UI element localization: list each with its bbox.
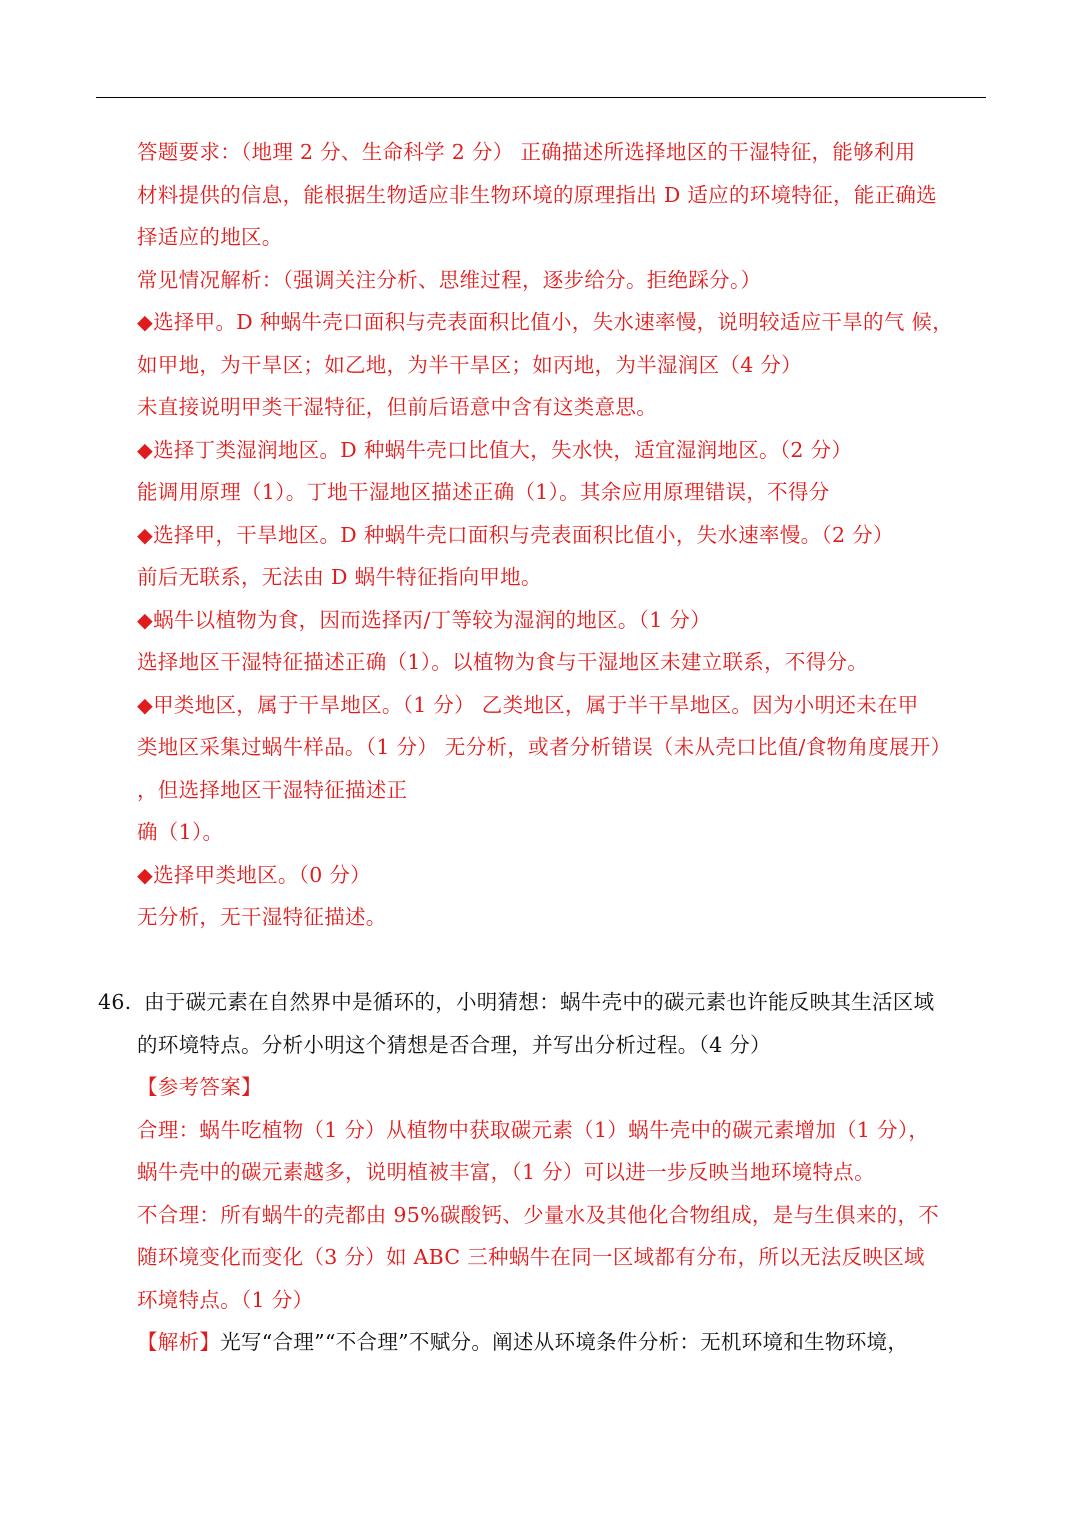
case-3-line: ◆选择甲，干旱地区。D 种蜗牛壳口面积与壳表面积比值小，失水速率慢。（2 分） [137, 523, 894, 547]
scoring-requirement-line-1: 答题要求：（地理 2 分、生命科学 2 分） 正确描述所选择地区的干湿特征，能够利用 [137, 140, 916, 164]
case-2-line: ◆选择丁类湿润地区。D 种蜗牛壳口比值大，失水快，适宜湿润地区。（2 分） [137, 438, 853, 462]
analysis-text: 光写“合理”“不合理”不赋分。阐述从环境条件分析：无机环境和生物环境， [220, 1330, 909, 1354]
reference-answer-heading: 【参考答案】 [137, 1075, 262, 1099]
case-5-line-4: 确（1）。 [137, 820, 224, 844]
case-6-comment: 无分析，无干湿特征描述。 [137, 905, 387, 929]
case-4-line: ◆蜗牛以植物为食，因而选择丙/丁等较为湿润的地区。（1 分） [137, 608, 711, 632]
case-5-line-2: 类地区采集过蜗牛样品。（1 分） 无分析，或者分析错误（未从壳口比值/食物角度展开） [137, 735, 952, 759]
scoring-requirement-line-2: 材料提供的信息，能根据生物适应非生物环境的原理指出 D 适应的环境特征，能正确选 [137, 183, 937, 207]
question-number: 46. [98, 990, 132, 1014]
answer-line-3: 不合理：所有蜗牛的壳都由 95%碳酸钙、少量水及其他化合物组成，是与生俱来的，不 [137, 1203, 940, 1227]
case-3-comment: 前后无联系，无法由 D 蜗牛特征指向甲地。 [137, 565, 542, 589]
case-1-comment: 未直接说明甲类干湿特征，但前后语意中含有这类意思。 [137, 395, 657, 419]
common-cases-heading: 常见情况解析：（强调关注分析、思维过程，逐步给分。拒绝踩分。） [137, 268, 762, 292]
scoring-requirement-line-3: 择适应的地区。 [137, 225, 283, 249]
analysis-tag: 【解析】 [137, 1330, 221, 1354]
case-5-line-1: ◆甲类地区，属于干旱地区。（1 分） 乙类地区，属于半干旱地区。因为小明还未在甲 [137, 693, 919, 717]
case-1-line-2: 如甲地，为干旱区；如乙地，为半干旱区；如丙地，为半湿润区（4 分） [137, 353, 802, 377]
question-text-line-2: 的环境特点。分析小明这个猜想是否合理，并写出分析过程。（4 分） [137, 1033, 771, 1057]
analysis-line [137, 1328, 908, 1356]
answer-line-5: 环境特点。（1 分） [137, 1288, 314, 1312]
case-4-comment: 选择地区干湿特征描述正确（1）。以植物为食与干湿地区未建立联系，不得分。 [137, 650, 869, 674]
case-2-comment: 能调用原理（1）。丁地干湿地区描述正确（1）。其余应用原理错误，不得分 [137, 480, 830, 504]
answer-line-4: 随环境变化而变化（3 分）如 ABC 三种蜗牛在同一区域都有分布，所以无法反映区域 [137, 1245, 925, 1269]
case-6-line: ◆选择甲类地区。（0 分） [137, 863, 371, 887]
header-rule [96, 97, 986, 98]
case-5-line-3: ，但选择地区干湿特征描述正 [137, 778, 408, 802]
question-text-line-1: 由于碳元素在自然界中是循环的，小明猜想：蜗牛壳中的碳元素也许能反映其生活区域 [144, 990, 935, 1014]
case-1-line-1: ◆选择甲。D 种蜗牛壳口面积与壳表面积比值小，失水速率慢，说明较适应干旱的气 候， [137, 310, 954, 334]
answer-line-2: 蜗牛壳中的碳元素越多，说明植被丰富，（1 分）可以进一步反映当地环境特点。 [137, 1160, 875, 1184]
answer-line-1: 合理：蜗牛吃植物（1 分）从植物中获取碳元素（1）蜗牛壳中的碳元素增加（1 分）， [137, 1118, 930, 1142]
